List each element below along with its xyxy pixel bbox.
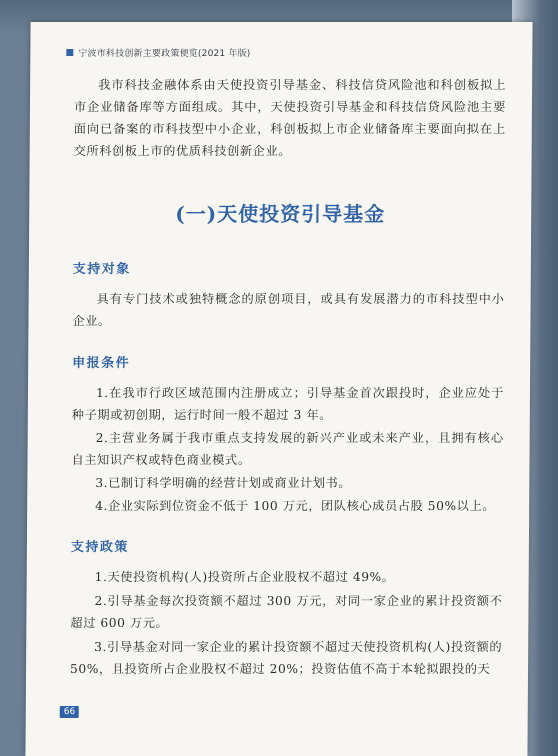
paragraph: 具有专门技术或独特概念的原创项目，或具有发展潜力的市科技型中小企业。 [72,292,505,328]
square-bullet-icon [66,49,73,56]
subsection-heading-policy: 支持政策 [70,540,129,555]
paragraph: 2.主营业务属于我市重点支持发展的新兴产业或未来产业，且拥有核心自主知识产权或特色商业模式。 [71,431,504,467]
paragraph: 1.天使投资机构(人)投资所占企业股权不超过 49%。 [94,570,395,584]
running-head [66,46,506,59]
section-title: (一)天使投资引导基金 [175,202,386,226]
paragraph: 1.在我市行政区域范围内注册成立；引导基金首次跟投时，企业应处于种子期或初创期，运行时间一般不超过 3 年。 [71,386,505,422]
page-number: 66 [60,706,80,718]
paragraph: 3.已制订科学明确的经营计划或商业计划书。 [95,476,352,490]
paragraph: 2.引导基金每次投资额不超过 300 万元，对同一家企业的累计投资额不超过 600 万元。 [70,594,503,630]
running-head-text: 宁波市科技创新主要政策便览(2021 年版) [78,49,251,59]
intro-paragraph: 我市科技金融体系由天使投资引导基金、科技信贷风险池和科创板拟上市企业储备库等方面组成。其中，天使投资引导基金和科技信贷风险池主要面向已备案的市科技型中小企业，科创板拟上市企业储备库主要面向拟在上交所科创板上市的优质科技创新企业。 [73,78,507,158]
document-page [25,22,532,756]
paragraph: 3.引导基金对同一家企业的累计投资额不超过天使投资机构(人)投资额的 50%，且投资所占企业股权不超过 20%；投资估值不高于本轮拟跟投的天 [69,640,503,676]
subsection-heading-conditions: 申报条件 [72,356,131,371]
paragraph: 4.企业实际到位资金不低于 100 万元，团队核心成员占股 50%以上。 [95,499,496,513]
subsection-heading-target: 支持对象 [72,262,131,277]
